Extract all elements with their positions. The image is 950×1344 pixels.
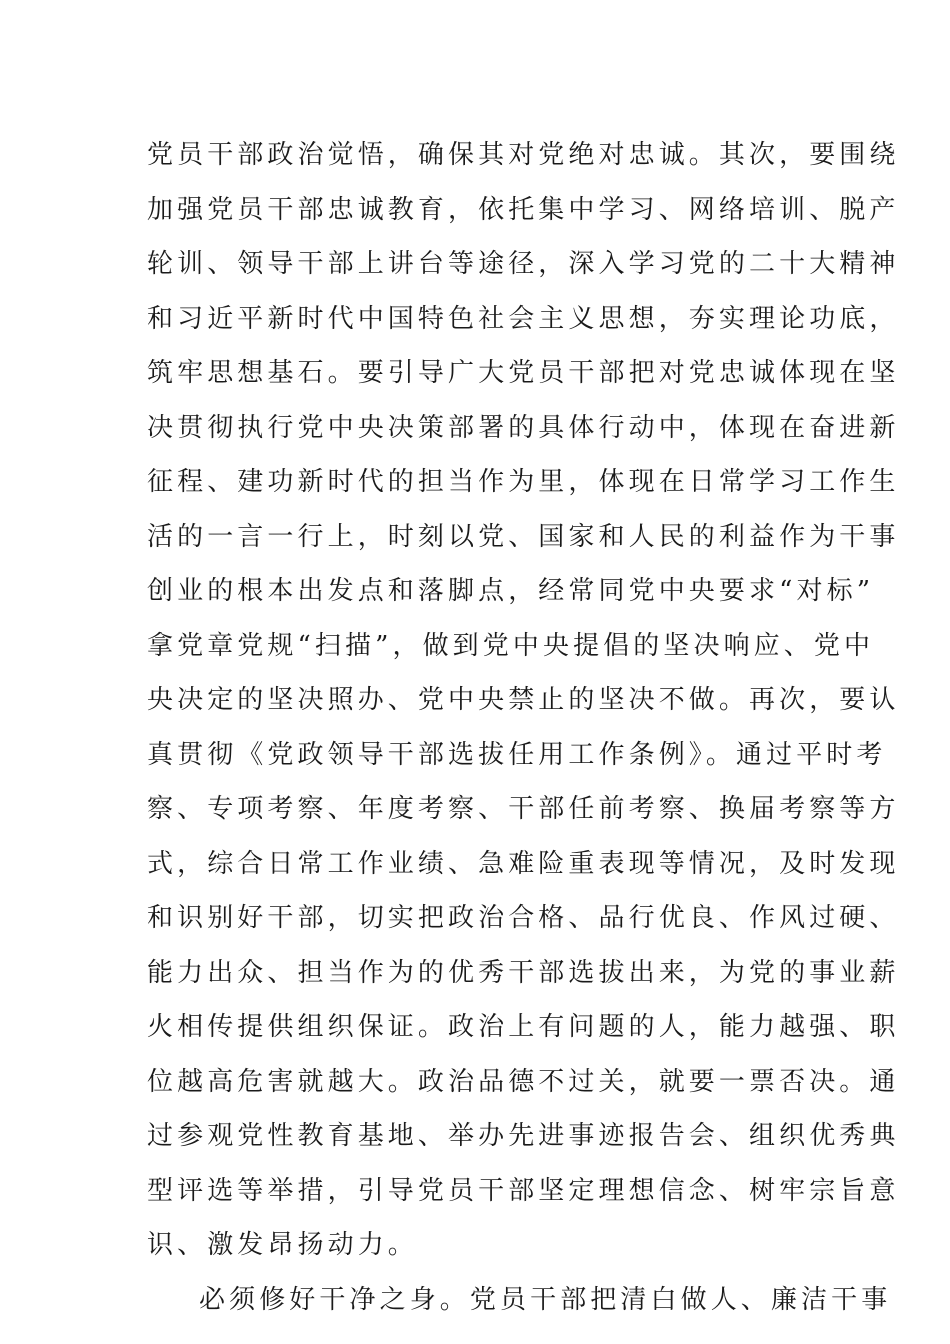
text-line: 加强党员干部忠诚教育，依托集中学习、网络培训、脱产 xyxy=(147,194,900,225)
text-line: 拿党章党规“扫描”，做到党中央提倡的坚决响应、党中 xyxy=(147,630,875,661)
body-text xyxy=(147,128,900,1327)
text-line: 位越高危害就越大。政治品德不过关，就要一票否决。通 xyxy=(147,1066,900,1097)
text-line: 式，综合日常工作业绩、急难险重表现等情况，及时发现 xyxy=(147,848,900,879)
text-line: 党员干部政治觉悟，确保其对党绝对忠诚。其次，要围绕 xyxy=(147,140,900,170)
text-line: 真贯彻《党政领导干部选拔任用工作条例》。通过平时考 xyxy=(147,739,887,770)
text-line: 火相传提供组织保证。政治上有问题的人，能力越强、职 xyxy=(147,1012,900,1042)
text-line: 央决定的坚决照办、党中央禁止的坚决不做。再次，要认 xyxy=(147,685,900,715)
text-line: 活的一言一行上，时刻以党、国家和人民的利益作为干事 xyxy=(147,521,900,552)
text-line: 和识别好干部，切实把政治合格、品行优良、作风过硬、 xyxy=(147,903,900,933)
text-line: 型评选等举措，引导党员干部坚定理想信念、树牢宗旨意 xyxy=(147,1175,900,1206)
text-line: 识、激发昂扬动力。 xyxy=(147,1230,418,1260)
text-line: 征程、建功新时代的担当作为里，体现在日常学习工作生 xyxy=(147,467,900,497)
text-line: 筑牢思想基石。要引导广大党员干部把对党忠诚体现在坚 xyxy=(147,358,900,388)
text-line: 过参观党性教育基地、举办先进事迹报告会、组织优秀典 xyxy=(147,1121,900,1151)
text-line: 能力出众、担当作为的优秀干部选拔出来，为党的事业薪 xyxy=(147,957,900,988)
text-line: 轮训、领导干部上讲台等途径，深入学习党的二十大精神 xyxy=(147,249,900,279)
text-line: 创业的根本出发点和落脚点，经常同党中央要求“对标” xyxy=(147,576,875,606)
text-line: 察、专项考察、年度考察、干部任前考察、换届考察等方 xyxy=(147,794,900,824)
text-line: 决贯彻执行党中央决策部署的具体行动中，体现在奋进新 xyxy=(147,412,900,443)
text-line: 和习近平新时代中国特色社会主义思想，夯实理论功底， xyxy=(147,303,900,334)
paragraph-first-line: 必须修好干净之身。党员干部把清白做人、廉洁干事 xyxy=(199,1284,892,1315)
